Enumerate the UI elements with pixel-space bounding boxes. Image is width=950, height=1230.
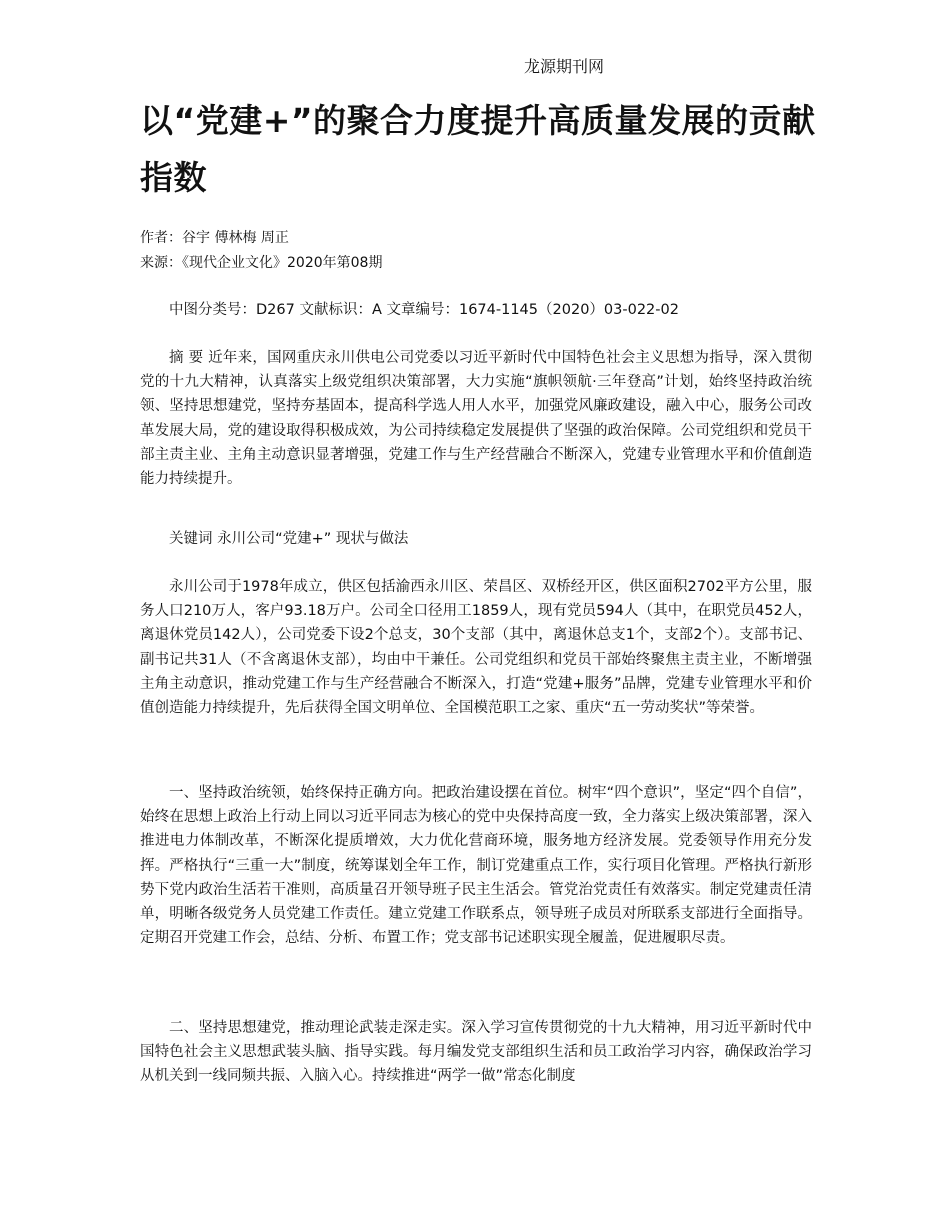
body-paragraph-section-one: 一、坚持政治统领，始终保持正确方向。把政治建设摆在首位。树牢“四个意识”，坚定“四个自信”，始终在思想上政治上行动上同以习近平同志为核心的党中央保持高度一致，全力落实上级决策部署，深入推进电力体制改革，不断深化提质增效，大力优化营商环境，服务地方经济发展。党委领导作用充分发挥。严格执行“三重一大”制度，统筹谋划全年工作，制订党建重点工作，实行项目化管理。严格执行新形势下党内政治生活若干准则，高质量召开领导班子民主生活会。管党治党责任有效落实。制定党建责任清单，明晰各级党务人员党建工作责任。建立党建工作联系点，领导班子成员对所联系支部进行全面指导。定期召开党建工作会，总结、分析、布置工作；党支部书记述职实现全履盖，促进履职尽责。 [140, 785, 812, 947]
keywords-line: 关键词 永川公司“党建+” 现状与做法 [169, 531, 409, 547]
abstract-paragraph: 摘 要 近年来，国网重庆永川供电公司党委以习近平新时代中国特色社会主义思想为指导，深入贯彻党的十九大精神，认真落实上级党组织决策部署，大力实施“旗帜领航·三年登高”计划，始终坚持政治统领、坚持思想建党，坚持夯基固本，提高科学选人用人水平，加强党风廉政建设，融入中心，服务公司改革发展大局，党的建设取得积极成效，为公司持续稳定发展提供了坚强的政治保障。公司党组织和党员干部主责主业、主角主动意识显著增强，党建工作与生产经营融合不断深入，党建专业管理水平和价值創造能力持续提升。 [140, 350, 812, 488]
site-name: 龙源期刊网 [524, 57, 605, 76]
source-line: 来源：《现代企业文化》2020年第08期 [140, 255, 383, 271]
classification-line: 中图分类号：D267 文献标识：A 文章编号：1674-1145（2020）03-022-02 [169, 302, 679, 318]
author-line: 作者：谷宇 傅林梅 周正 [140, 230, 289, 246]
article-title: 以“党建+”的聚合力度提升高质量发展的贡献指数 [140, 101, 816, 197]
body-paragraph-section-two: 二、坚持思想建党，推动理论武装走深走实。深入学习宣传贯彻党的十九大精神，用习近平新时代中国特色社会主义思想武装头脑、指导实践。每月编发党支部组织生活和员工政治学习内容，确保政治学习从机关到一线同频共振、入脑入心。持续推进“两学一做”常态化制度 [140, 1020, 812, 1085]
body-paragraph-intro: 永川公司于1978年成立，供区包括渝西永川区、荣昌区、双桥经开区，供区面积2702平方公里，服务人口210万人，客户93.18万户。公司全口径用工1859人，现有党员594人（其中，在职党员452人，离退休党员142人），公司党委下设2个总支，30个支部（其中，离退休总支1个，支部2个）。支部书记、副书记共31人（不含离退休支部），均由中干兼任。公司党组织和党员干部始终聚焦主责主业，不断增强主角主动意识，推动党建工作与生产经营融合不断深入，打造“党建+服务”品牌，党建专业管理水平和价值创造能力持续提升，先后获得全国文明单位、全国模范职工之家、重庆“五一劳动奖状”等荣誉。 [140, 579, 812, 717]
